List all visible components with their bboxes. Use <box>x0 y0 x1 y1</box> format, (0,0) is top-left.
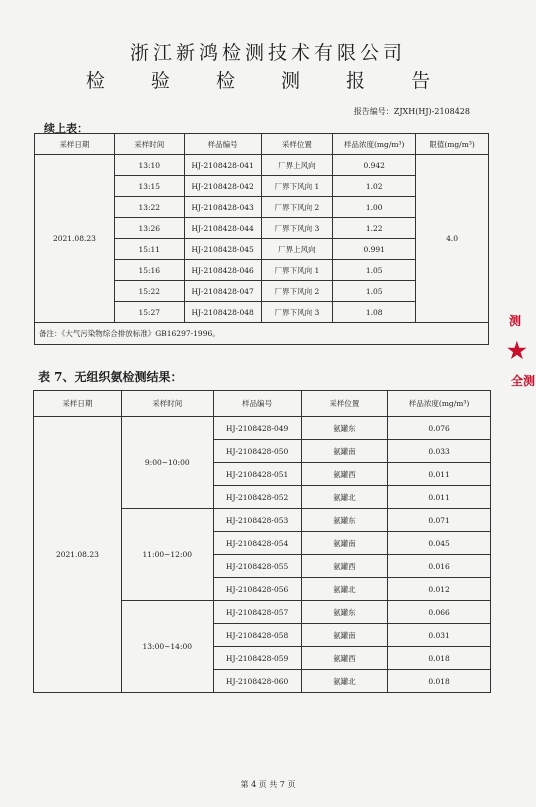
sample-id-cell: HJ-2108428-047 <box>184 281 261 302</box>
sampling-location-cell: 氨罐西 <box>301 555 388 578</box>
sampling-location-cell: 氨罐东 <box>301 601 388 624</box>
header-concentration: 样品浓度(mg/m³) <box>388 391 491 417</box>
table1-label: 续上表： <box>44 122 88 135</box>
note-row <box>35 323 489 345</box>
official-seal <box>505 296 536 406</box>
sampling-location-cell: 厂界下风向 1 <box>261 176 333 197</box>
ammonia-results-table <box>33 390 491 693</box>
sampling-location-cell: 氨罐南 <box>301 440 388 463</box>
sampling-location-cell: 氨罐北 <box>301 486 388 509</box>
seal-star-icon: ★ <box>507 338 527 364</box>
table-note: 备注：《大气污染物综合排放标准》GB16297-1996。 <box>35 323 489 345</box>
concentration-cell: 1.05 <box>333 281 416 302</box>
concentration-cell: 0.991 <box>333 239 416 260</box>
header-sampling-date: 采样日期 <box>35 134 115 155</box>
concentration-cell: 1.08 <box>333 302 416 323</box>
sampling-location-cell: 厂界下风向 3 <box>261 302 333 323</box>
sampling-location-cell: 厂界下风向 2 <box>261 281 333 302</box>
table7-label: 表 7、无组织氨检测结果： <box>38 370 183 384</box>
sampling-date-cell: 2021.08.23 <box>34 417 122 693</box>
concentration-cell: 1.02 <box>333 176 416 197</box>
sample-id-cell: HJ-2108428-046 <box>184 260 261 281</box>
sampling-location-cell: 厂界下风向 3 <box>261 218 333 239</box>
concentration-cell: 0.045 <box>388 532 491 555</box>
sample-id-cell: HJ-2108428-042 <box>184 176 261 197</box>
concentration-cell: 0.076 <box>388 417 491 440</box>
sample-id-cell: HJ-2108428-060 <box>213 670 301 693</box>
sampling-date-cell: 2021.08.23 <box>35 155 115 323</box>
sampling-location-cell: 氨罐东 <box>301 417 388 440</box>
concentration-cell: 0.012 <box>388 578 491 601</box>
sampling-location-cell: 厂界下风向 1 <box>261 260 333 281</box>
concentration-cell: 1.00 <box>333 197 416 218</box>
sample-id-cell: HJ-2108428-043 <box>184 197 261 218</box>
header-sampling-time: 采样时间 <box>114 134 184 155</box>
sampling-period-cell: 11:00~12:00 <box>121 509 213 601</box>
sampling-location-cell: 氨罐东 <box>301 509 388 532</box>
sampling-location-cell: 氨罐西 <box>301 463 388 486</box>
sampling-time-cell: 15:27 <box>114 302 184 323</box>
document-title: 检 验 检 测 报 告 <box>85 70 451 92</box>
concentration-cell: 1.22 <box>333 218 416 239</box>
sampling-time-cell: 13:15 <box>114 176 184 197</box>
sample-id-cell: HJ-2108428-059 <box>213 647 301 670</box>
sample-id-cell: HJ-2108428-053 <box>213 509 301 532</box>
header-sampling-date: 采样日期 <box>34 391 122 417</box>
seal-text-1: 测 <box>509 314 522 328</box>
sample-id-cell: HJ-2108428-049 <box>213 417 301 440</box>
page-footer: 第 4 页 共 7 页 <box>240 780 296 789</box>
sample-id-cell: HJ-2108428-055 <box>213 555 301 578</box>
sampling-time-cell: 15:22 <box>114 281 184 302</box>
concentration-cell: 0.011 <box>388 486 491 509</box>
concentration-cell: 0.071 <box>388 509 491 532</box>
sample-id-cell: HJ-2108428-050 <box>213 440 301 463</box>
sampling-location-cell: 氨罐西 <box>301 647 388 670</box>
company-name: 浙江新鸿检测技术有限公司 <box>129 42 406 64</box>
header-sampling-location: 采样位置 <box>261 134 333 155</box>
concentration-cell: 0.018 <box>388 670 491 693</box>
seal-text-2: 全测 <box>511 374 536 388</box>
sampling-time-cell: 15:16 <box>114 260 184 281</box>
concentration-cell: 1.05 <box>333 260 416 281</box>
sample-id-cell: HJ-2108428-048 <box>184 302 261 323</box>
sampling-time-cell: 13:26 <box>114 218 184 239</box>
concentration-cell: 0.066 <box>388 601 491 624</box>
sample-id-cell: HJ-2108428-044 <box>184 218 261 239</box>
concentration-table-continued <box>34 133 489 345</box>
sampling-location-cell: 氨罐北 <box>301 670 388 693</box>
sampling-location-cell: 氨罐南 <box>301 532 388 555</box>
table-row <box>34 417 491 440</box>
sampling-time-cell: 13:10 <box>114 155 184 176</box>
sample-id-cell: HJ-2108428-057 <box>213 601 301 624</box>
sampling-period-cell: 9:00~10:00 <box>121 417 213 509</box>
sampling-location-cell: 厂界下风向 2 <box>261 197 333 218</box>
header-limit: 限值(mg/m³) <box>416 134 489 155</box>
sampling-location-cell: 厂界上风向 <box>261 155 333 176</box>
sample-id-cell: HJ-2108428-052 <box>213 486 301 509</box>
concentration-cell: 0.018 <box>388 647 491 670</box>
table-row <box>35 155 489 176</box>
sampling-time-cell: 15:11 <box>114 239 184 260</box>
concentration-cell: 0.942 <box>333 155 416 176</box>
concentration-cell: 0.016 <box>388 555 491 578</box>
sampling-location-cell: 氨罐北 <box>301 578 388 601</box>
header-sample-id: 样品编号 <box>213 391 301 417</box>
sample-id-cell: HJ-2108428-041 <box>184 155 261 176</box>
sampling-time-cell: 13:22 <box>114 197 184 218</box>
header-sampling-time: 采样时间 <box>121 391 213 417</box>
sample-id-cell: HJ-2108428-058 <box>213 624 301 647</box>
sample-id-cell: HJ-2108428-051 <box>213 463 301 486</box>
header-sampling-location: 采样位置 <box>301 391 388 417</box>
concentration-cell: 0.033 <box>388 440 491 463</box>
sampling-location-cell: 氨罐南 <box>301 624 388 647</box>
report-number: 报告编号：ZJXH(HJ)-2108428 <box>353 107 470 116</box>
header-concentration: 样品浓度(mg/m³) <box>333 134 416 155</box>
sampling-location-cell: 厂界上风向 <box>261 239 333 260</box>
concentration-cell: 0.031 <box>388 624 491 647</box>
sample-id-cell: HJ-2108428-056 <box>213 578 301 601</box>
sampling-period-cell: 13:00~14:00 <box>121 601 213 693</box>
sample-id-cell: HJ-2108428-054 <box>213 532 301 555</box>
sample-id-cell: HJ-2108428-045 <box>184 239 261 260</box>
limit-cell: 4.0 <box>416 155 489 323</box>
header-sample-id: 样品编号 <box>184 134 261 155</box>
concentration-cell: 0.011 <box>388 463 491 486</box>
